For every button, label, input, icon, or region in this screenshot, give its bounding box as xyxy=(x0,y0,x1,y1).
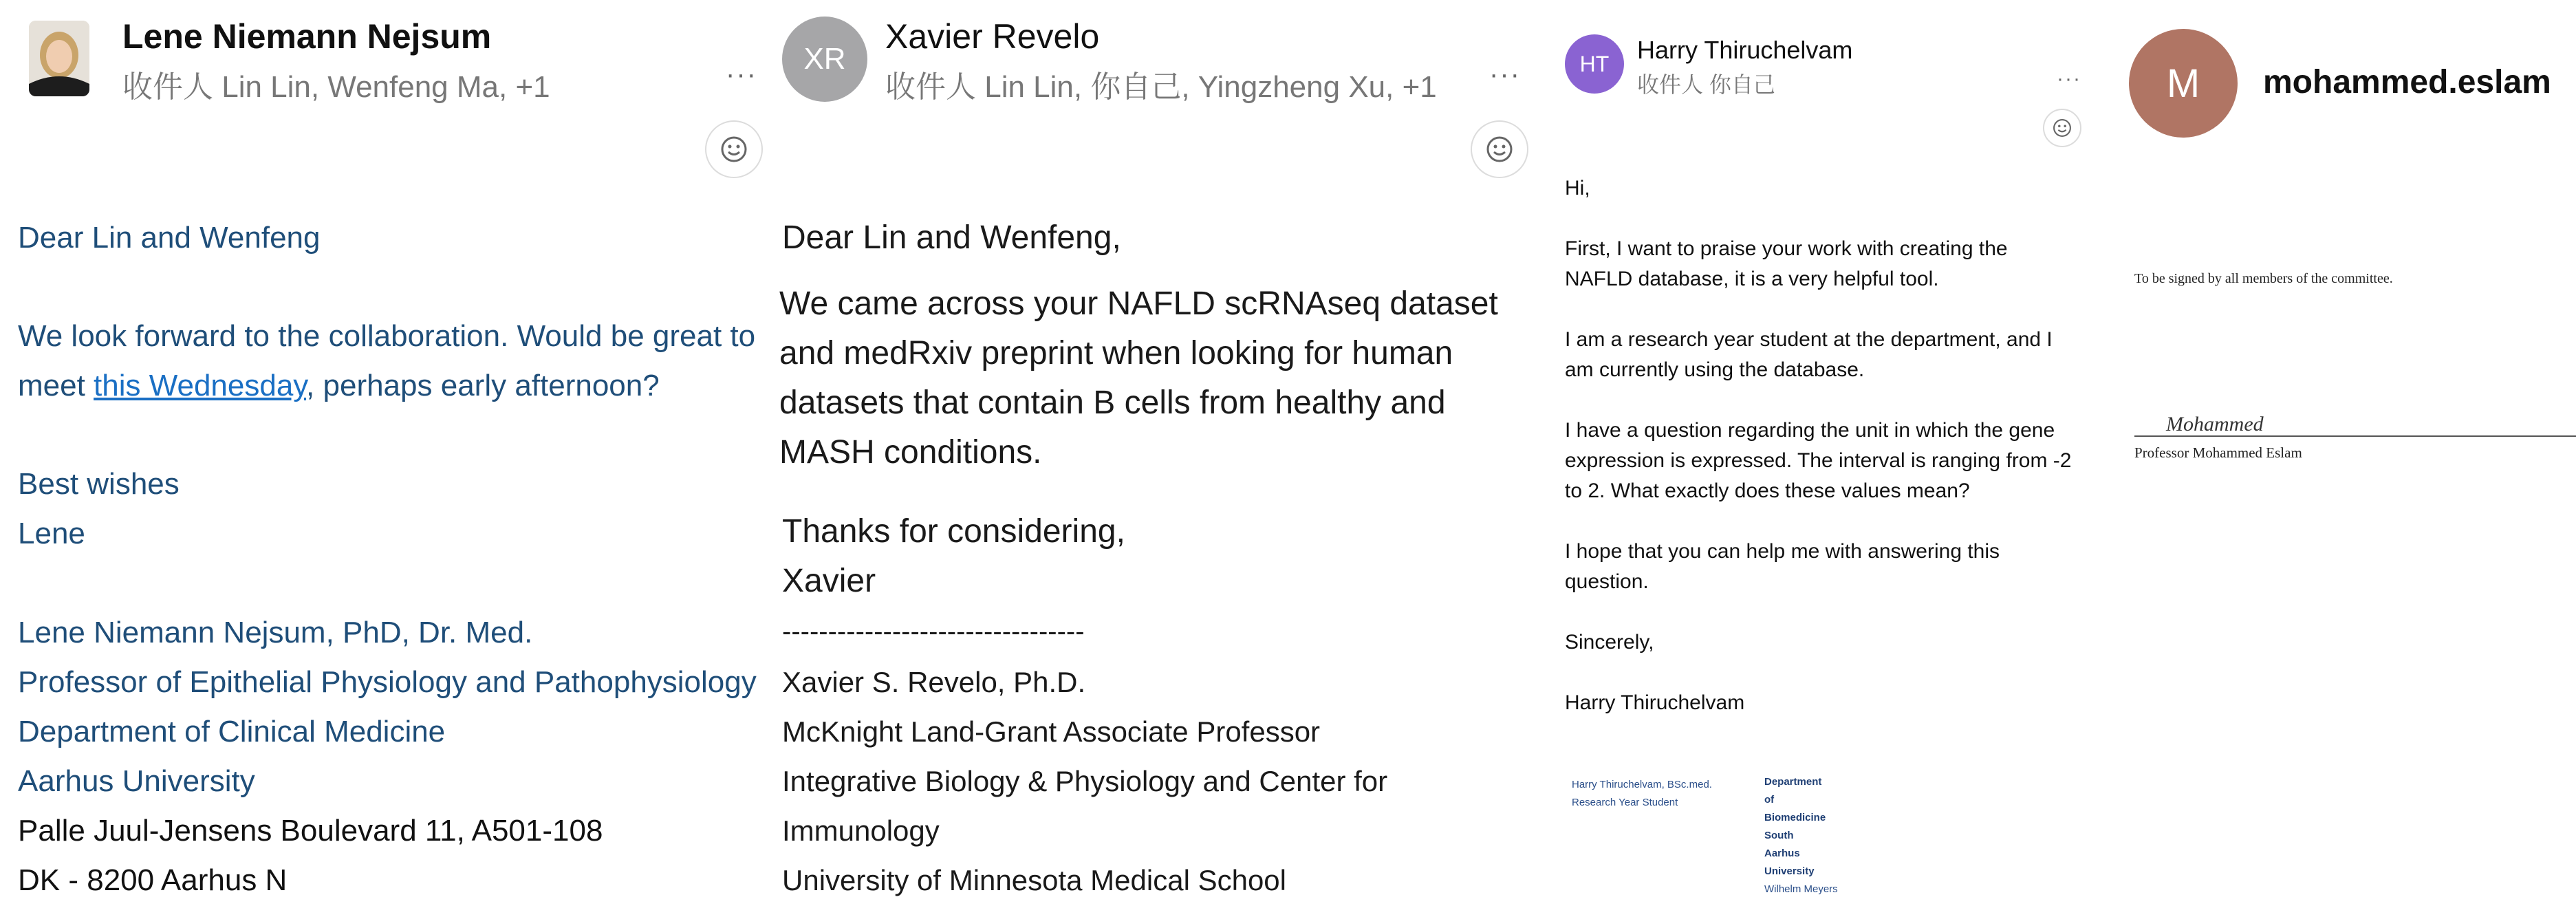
sender-name: Xavier Revelo xyxy=(885,17,1100,56)
signature-department: Department of Clinical Medicine xyxy=(18,715,446,748)
signature-text: Mohammed xyxy=(2166,413,2264,435)
recipients-line[interactable]: 收件人 Lin Lin, Wenfeng Ma, +1 xyxy=(122,70,550,104)
sender-name: Lene Niemann Nejsum xyxy=(122,17,492,56)
signoff: Harry Thiruchelvam xyxy=(1565,691,1745,714)
avatar-initials: XR xyxy=(803,42,846,76)
dept-line: Aarhus xyxy=(1764,848,1800,859)
dept-line: Biomedicine xyxy=(1764,812,1826,823)
thanks: Thanks for considering, xyxy=(782,513,1125,550)
closing: Sincerely, xyxy=(1565,631,1654,654)
dept-line: University xyxy=(1764,865,1815,877)
body-line: to 2. What exactly does these values mean? xyxy=(1565,479,1970,502)
emoji-reaction-icon[interactable] xyxy=(705,120,763,178)
greeting: Dear Lin and Wenfeng xyxy=(18,221,321,255)
body-line: expression is expressed. The interval is ranging from -2 xyxy=(1565,449,2072,472)
body-line: We look forward to the collaboration. Would be great to xyxy=(18,319,756,353)
sender-avatar[interactable] xyxy=(29,21,89,96)
signer-name: Professor Mohammed Eslam xyxy=(2134,444,2302,461)
body-line: datasets that contain B cells from healthy and xyxy=(779,385,1446,421)
committee-note: To be signed by all members of the committee. xyxy=(2134,271,2393,286)
signature-title: McKnight Land-Grant Associate Professor xyxy=(782,715,1321,748)
dept-line: of xyxy=(1764,794,1775,806)
sender-name: Harry Thiruchelvam xyxy=(1637,36,1853,64)
body-line: MASH conditions. xyxy=(779,434,1042,471)
more-icon[interactable]: ··· xyxy=(726,59,757,89)
signoff: Lene xyxy=(18,517,85,550)
recipients-line[interactable]: 收件人 你自己 xyxy=(1637,72,1775,97)
recipients-line[interactable]: 收件人 Lin Lin, 你自己, Yingzheng Xu, +1 xyxy=(885,70,1437,104)
sender-avatar[interactable] xyxy=(782,17,867,102)
closing: Best wishes xyxy=(18,467,180,501)
emoji-reaction-icon[interactable] xyxy=(1471,120,1528,178)
sender-avatar[interactable] xyxy=(2129,29,2238,138)
avatar-initial: M xyxy=(2166,61,2200,106)
sender-avatar[interactable] xyxy=(1565,34,1624,94)
body-text: , perhaps early afternoon? xyxy=(306,369,660,402)
body-line: I have a question regarding the unit in which the gene xyxy=(1565,419,2055,442)
sender-name: mohammed.eslam xyxy=(2263,64,2551,100)
signature-name: Harry Thiruchelvam, BSc.med. xyxy=(1572,779,1712,790)
signature-divider: --------------------------------- xyxy=(782,616,1085,647)
signature-line xyxy=(2134,435,2576,437)
signature-university: Aarhus University xyxy=(18,764,255,798)
more-icon[interactable]: ··· xyxy=(1489,59,1521,89)
signature-role: Research Year Student xyxy=(1572,797,1678,808)
body-line: First, I want to praise your work with creating the xyxy=(1565,237,2008,260)
body-line: and medRxiv preprint when looking for human xyxy=(779,335,1453,371)
signature-department: Integrative Biology & Physiology and Center for xyxy=(782,765,1388,797)
signoff: Xavier xyxy=(782,563,876,599)
email-panel-xavier xyxy=(767,0,1530,917)
email-panel-mohammed xyxy=(2098,0,2576,917)
body-text: meet xyxy=(18,369,94,402)
signature-department xyxy=(1764,773,1838,898)
email-panel-lene xyxy=(0,0,767,917)
emoji-reaction-icon[interactable] xyxy=(2043,109,2081,147)
dept-line: Department xyxy=(1764,776,1822,788)
signature-title: Professor of Epithelial Physiology and Pathophysiology xyxy=(18,665,757,699)
avatar-photo xyxy=(29,21,89,96)
body-line: I am a research year student at the department, and I xyxy=(1565,328,2053,351)
meeting-link[interactable]: this Wednesday xyxy=(94,369,307,402)
more-icon[interactable]: ··· xyxy=(2057,67,2081,90)
body-line: We came across your NAFLD scRNAseq dataset xyxy=(779,285,1498,322)
body-line: am currently using the database. xyxy=(1565,358,1865,381)
body-line: I hope that you can help me with answering this xyxy=(1565,540,2000,563)
signature-address: Palle Juul-Jensens Boulevard 11, A501-108 xyxy=(18,814,603,848)
signature-address: DK - 8200 Aarhus N xyxy=(18,863,288,897)
greeting: Dear Lin and Wenfeng, xyxy=(782,219,1121,256)
body-line: NAFLD database, it is a very helpful tool. xyxy=(1565,268,1939,290)
greeting: Hi, xyxy=(1565,177,1590,199)
dept-person: Wilhelm Meyers xyxy=(1764,883,1838,895)
signature-school: University of Minnesota Medical School xyxy=(782,864,1286,896)
avatar-initials: HT xyxy=(1579,51,1610,76)
signature-name: Xavier S. Revelo, Ph.D. xyxy=(782,666,1086,698)
body-line xyxy=(18,361,660,411)
body-line: question. xyxy=(1565,570,1649,593)
signature-department: Immunology xyxy=(782,814,940,847)
email-panel-harry xyxy=(1530,0,2098,917)
signature-name: Lene Niemann Nejsum, PhD, Dr. Med. xyxy=(18,616,533,649)
dept-line: South xyxy=(1764,830,1794,841)
